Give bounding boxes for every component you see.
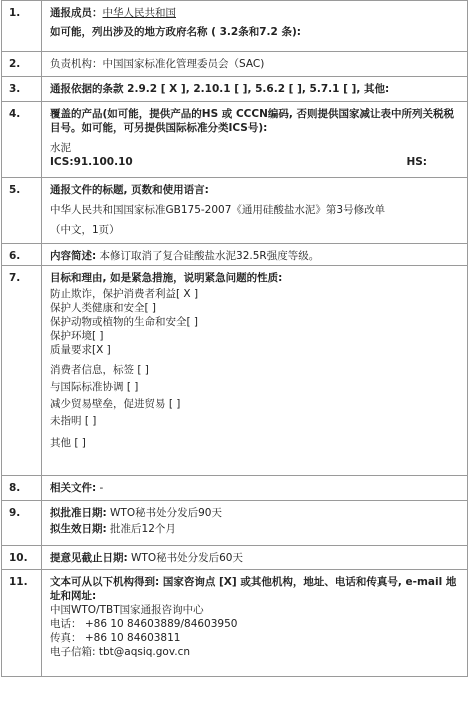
objective-item: 防止欺诈，保护消费者利益[ X ] — [50, 288, 199, 300]
docs-label: 相关文件: — [50, 482, 97, 494]
row-10 — [2, 546, 468, 570]
enquiry-center: 中国WTO/TBT国家通报咨询中心 — [50, 604, 204, 616]
availability-cell — [42, 570, 468, 677]
products-cell — [42, 102, 468, 178]
member-note: 如可能，列出涉及的地方政府名称 ( 3.2条和7.2 条): — [50, 26, 301, 38]
fax: 传真： +86 10 84603811 — [50, 632, 181, 644]
member-label: 通报成员： — [50, 7, 103, 19]
title-language: （中文，1页） — [50, 224, 120, 236]
objective-list — [50, 287, 461, 357]
row-number: 4. — [2, 102, 42, 178]
product-value: 水泥 — [50, 142, 71, 154]
products-label: 覆盖的产品(如可能，提供产品的HS 或 CCCN编码, 否则提供国家减让表中所列关税税目号。如可能，可另提供国际标准分类ICS号): — [50, 108, 455, 134]
member-cell — [42, 1, 468, 52]
title-cell — [42, 178, 468, 244]
availability-label: 文本可从以下机构得到: 国家咨询点 [X] 或其他机构，地址、电话和传真号, e-mail 地址和网址: — [50, 576, 457, 602]
row-number: 11. — [2, 570, 42, 677]
objective-item: 减少贸易壁垒，促进贸易 [ ] — [50, 398, 181, 410]
adopt-value: WTO秘书处分发后90天 — [106, 507, 222, 519]
title-text: 中华人民共和国国家标准GB175-2007《通用硅酸盐水泥》第3号修改单 — [50, 204, 386, 216]
docs-value: - — [96, 482, 104, 494]
objective-item: 质量要求[X ] — [50, 344, 111, 356]
row-4 — [2, 102, 468, 178]
code-row — [50, 155, 461, 169]
objective-list-2 — [50, 363, 461, 428]
objective-item: 与国际标准协调 [ ] — [50, 381, 139, 393]
row-number: 2. — [2, 52, 42, 77]
row-number: 7. — [2, 266, 42, 476]
row-3 — [2, 77, 468, 102]
row-number: 1. — [2, 1, 42, 52]
ics-code: ICS:91.100.10 — [50, 156, 133, 168]
row-1 — [2, 1, 468, 52]
docs-cell — [42, 476, 468, 501]
row-9 — [2, 501, 468, 546]
objective-item: 未指明 [ ] — [50, 415, 97, 427]
agency-cell: 负责机构：中国国家标准化管理委员会（SAC) — [42, 52, 468, 77]
objective-item: 保护环境[ ] — [50, 330, 104, 342]
objective-other: 其他 [ ] — [50, 437, 86, 449]
row-2 — [2, 52, 468, 77]
row-number: 3. — [2, 77, 42, 102]
objective-item: 消费者信息，标签 [ ] — [50, 364, 149, 376]
row-5 — [2, 178, 468, 244]
articles-cell: 通报依据的条款 2.9.2 [ X ], 2.10.1 [ ], 5.6.2 [ ], 5.7.1 [ ], 其他: — [42, 77, 468, 102]
row-11 — [2, 570, 468, 677]
row-number: 5. — [2, 178, 42, 244]
row-number: 6. — [2, 244, 42, 266]
objective-label: 目标和理由, 如是紧急措施，说明紧急问题的性质: — [50, 272, 283, 284]
row-7 — [2, 266, 468, 476]
row-number: 10. — [2, 546, 42, 570]
content-label: 内容简述: — [50, 250, 97, 262]
comment-cell — [42, 546, 468, 570]
effect-value: 批准后12个月 — [106, 523, 176, 535]
notification-table — [1, 0, 468, 677]
comment-value: WTO秘书处分发后60天 — [127, 552, 243, 564]
member-value: 中华人民共和国 — [102, 7, 176, 19]
objective-item: 保护动物或植物的生命和安全[ ] — [50, 316, 199, 328]
content-cell — [42, 244, 468, 266]
adopt-label: 拟批准日期: — [50, 507, 107, 519]
telephone: 电话： +86 10 84603889/84603950 — [50, 618, 238, 630]
row-number: 9. — [2, 501, 42, 546]
row-6 — [2, 244, 468, 266]
effect-label: 拟生效日期: — [50, 523, 107, 535]
email[interactable]: 电子信箱: tbt@aqsiq.gov.cn — [50, 646, 191, 658]
row-number: 8. — [2, 476, 42, 501]
title-label: 通报文件的标题, 页数和使用语言: — [50, 184, 209, 196]
objective-item: 保护人类健康和安全[ ] — [50, 302, 157, 314]
row-8 — [2, 476, 468, 501]
objective-cell — [42, 266, 468, 476]
hs-code: HS: — [406, 156, 427, 168]
content-text: 本修订取消了复合硅酸盐水泥32.5R强度等级。 — [96, 250, 320, 262]
comment-label: 提意见截止日期: — [50, 552, 128, 564]
dates-cell — [42, 501, 468, 546]
